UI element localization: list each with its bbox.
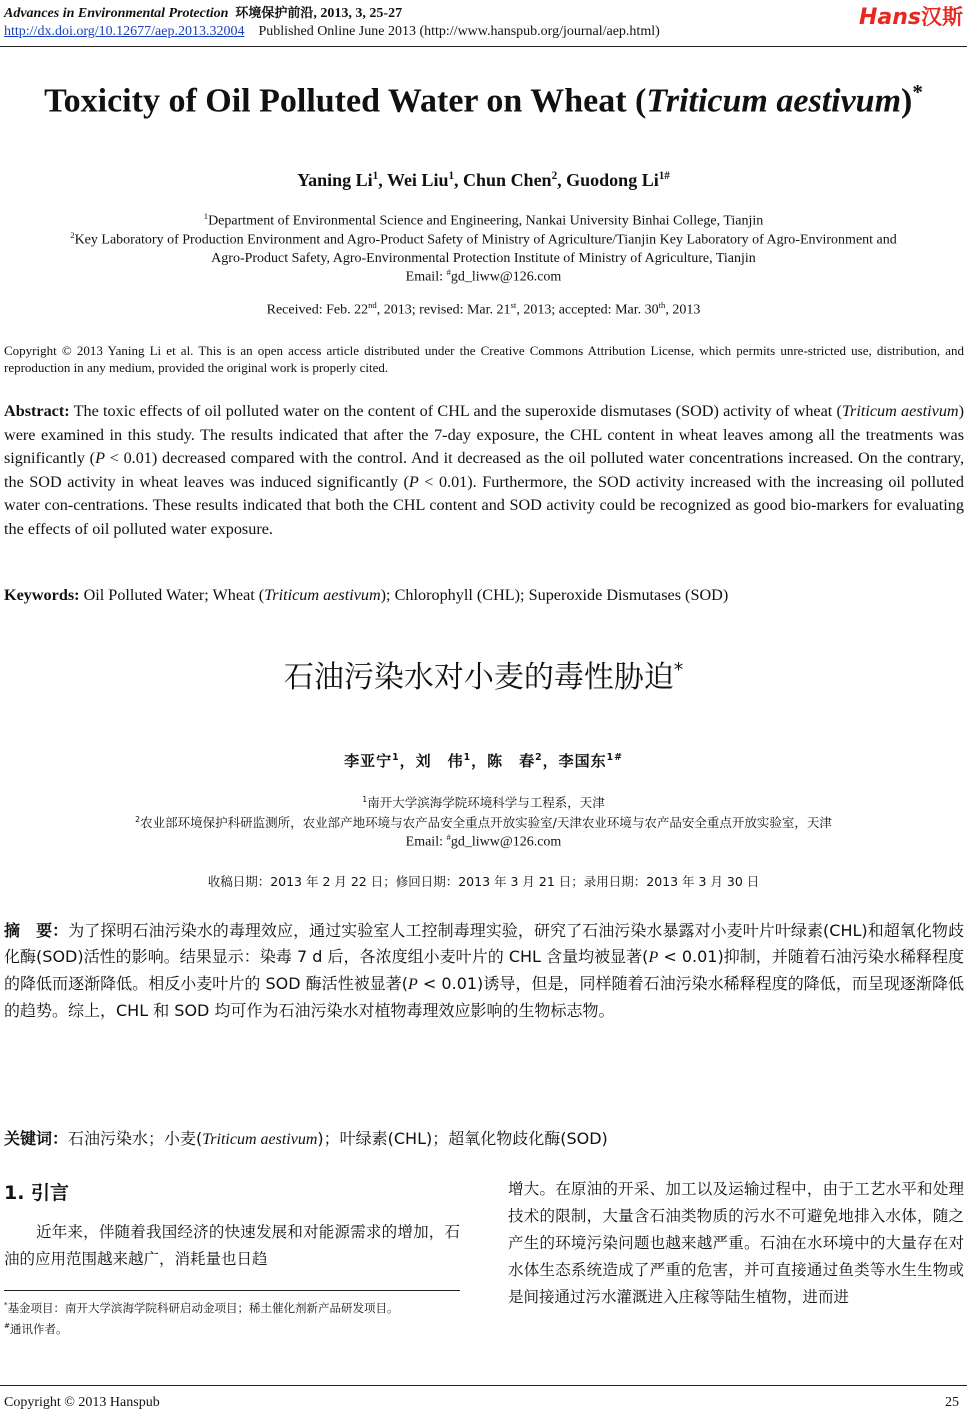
received-part: Received: Feb. 22 xyxy=(266,302,369,318)
published-online: Published Online June 2013 (http://www.hanspub.org/journal/aep.html) xyxy=(258,24,660,39)
keywords-en xyxy=(4,586,964,605)
author-name-cn: 李国东 xyxy=(558,752,607,770)
abstract-text: < 0.01)抑制，并随着石油污染水稀释程度的降低而逐渐降低。相反小麦叶片的 SOD 酶活性被显著( xyxy=(4,947,964,993)
author-name: Wei Liu xyxy=(386,170,449,190)
author-sep: , xyxy=(378,170,387,190)
abstract-cn xyxy=(4,918,964,1024)
logo-text-en: Hans xyxy=(858,5,921,30)
email-label: Email: xyxy=(405,269,447,285)
aff-text: 南开大学滨海学院环境科学与工程系，天津 xyxy=(367,795,605,811)
author-sup: 1# xyxy=(606,752,623,763)
email-sup: # xyxy=(446,832,451,842)
author-sup: 1 xyxy=(372,170,379,182)
received-dates-en xyxy=(0,300,967,319)
received-part: , 2013 xyxy=(665,302,701,318)
abstract-italic: P xyxy=(408,472,419,491)
footnote-rule xyxy=(4,1290,460,1291)
abstract-text: 为了探明石油污染水的毒理效应，通过实验室人工控制毒理实验，研究了石油污染水暴露对小麦叶片叶绿素(CHL)和超氧化物歧化酶(SOD)活性的影响。结果显示：染毒 7 d 后，各浓度组小麦叶片的 CHL 含量均被显著( xyxy=(4,921,964,966)
aff-text: Department of Environmental Science and Engineering, Nankai University Binhai College, Tianjin xyxy=(208,213,764,229)
paper-title-cn xyxy=(0,652,967,696)
received-part: , 2013; revised: Mar. 21 xyxy=(376,302,511,318)
footer-rule xyxy=(0,1385,967,1386)
header-rule xyxy=(0,46,967,47)
received-dates-cn: 收稿日期：2013 年 2 月 22 日；修回日期：2013 年 3 月 21 日；录用日期：2013 年 3 月 30 日 xyxy=(207,874,760,889)
title-cn-main: 石油污染水对小麦的毒性胁迫 xyxy=(283,660,674,695)
author-sup: 1 xyxy=(448,170,455,182)
title-en-close: ) xyxy=(901,82,913,120)
author-sup: 1 xyxy=(392,752,400,763)
footnote-mark: * xyxy=(4,1300,8,1309)
email-address[interactable]: gd_liww@126.com xyxy=(450,834,562,850)
affiliation-2-en xyxy=(0,226,967,268)
author-sup: 2 xyxy=(551,170,558,182)
email-address[interactable]: gd_liww@126.com xyxy=(450,269,562,285)
keywords-text: ); Chlorophyll (CHL); Superoxide Dismutases (SOD) xyxy=(380,586,729,604)
author-name: Chun Chen xyxy=(463,170,552,190)
author-name: Yaning Li xyxy=(297,170,373,190)
received-sup: nd xyxy=(368,300,377,310)
section-heading-intro: 1. 引言 xyxy=(4,1182,70,1204)
title-en-footnote-mark: * xyxy=(912,80,923,104)
keywords-text: )；叶绿素(CHL)；超氧化物歧化酶(SOD) xyxy=(317,1129,608,1148)
aff-text: 农业部环境保护科研监测所，农业部产地环境与农产品安全重点开放实验室/天津农业环境与农产品安全重点开放实验室，天津 xyxy=(140,815,832,831)
logo-text-cn: 汉斯 xyxy=(921,5,963,29)
received-part: , 2013; accepted: Mar. 30 xyxy=(516,302,659,318)
aff-text-cont: Agro-Product Safety, Agro-Environmental Protection Institute of Ministry of Agriculture, Tianjin xyxy=(211,250,756,266)
doi-line xyxy=(4,24,660,40)
author-sup: 1 xyxy=(463,752,472,763)
keywords-label: Keywords: xyxy=(4,586,80,604)
author-sup: 1# xyxy=(658,170,670,182)
footnote-text: 基金项目：南开大学滨海学院科研启动金项目；稀土催化剂新产品研发项目。 xyxy=(7,1300,399,1315)
intro-left-column: 近年来，伴随着我国经济的快速发展和对能源需求的增加，石油的应用范围越来越广，消耗量也日趋 xyxy=(4,1223,460,1268)
abstract-text: ) were examined in this study. The results indicated that after the 7-day exposure, the CHL content in wheat leaves among all the treatments was significantly ( xyxy=(4,402,964,467)
author-sep: ， xyxy=(542,752,559,770)
aff-sup: 1 xyxy=(362,795,368,804)
paper-title-en xyxy=(0,80,967,120)
received-sup: th xyxy=(658,300,666,310)
aff-sup: 2 xyxy=(135,815,141,824)
aff-sup: 2 xyxy=(70,230,75,240)
footer-copyright: Copyright © 2013 Hanspub xyxy=(4,1395,160,1410)
abstract-text: < 0.01). Furthermore, the SOD activity increased with the increasing oil polluted water con-centrations. These results indicated that both the CHL content and SOD activity could be recognized as good bio-markers for evaluating the effects of oil polluted water exposure. xyxy=(4,472,964,538)
keywords-text: 石油污染水；小麦( xyxy=(68,1129,203,1148)
abstract-text: < 0.01) decreased compared with the control. And it decreased as the oil polluted water concentrations increased. On the contrary, the SOD activity in wheat leaves was induced significantly ( xyxy=(4,449,964,491)
title-en-species: Triticum aestivum xyxy=(646,82,902,120)
doi-link[interactable]: http://dx.doi.org/10.12677/aep.2013.32004 xyxy=(4,24,245,39)
abstract-italic: P xyxy=(95,449,105,467)
received-sup: st xyxy=(510,300,517,310)
author-name: Guodong Li xyxy=(566,170,659,190)
hans-logo xyxy=(859,1,963,31)
authors-en xyxy=(0,170,967,191)
page-number: 25 xyxy=(945,1395,959,1410)
journal-name-en: Advances in Environmental Protection xyxy=(4,6,229,21)
author-sep: , xyxy=(557,170,567,190)
email-label: Email: xyxy=(405,834,447,850)
author-sup: 2 xyxy=(535,752,543,763)
author-name-cn: 陈 春 xyxy=(487,752,536,770)
footnote-funding xyxy=(4,1296,460,1317)
abstract-en xyxy=(4,400,964,541)
abstract-italic: Triticum aestivum xyxy=(841,402,959,420)
affiliation-2-cn xyxy=(0,811,967,832)
copyright-notice: Copyright © 2013 Yaning Li et al. This is an open access article distributed under the Creative Commons Attribution License, which permits unre-stricted use, distribution, and reproduction in any medium, provided the original work is properly cited. xyxy=(4,343,964,375)
title-cn-footnote-mark: * xyxy=(673,660,684,681)
keywords-label-cn: 关键词： xyxy=(4,1129,69,1148)
email-cn xyxy=(0,832,967,851)
email-en xyxy=(0,263,967,287)
author-sep: ， xyxy=(471,752,488,770)
title-en-main: Toxicity of Oil Polluted Water on Wheat ( xyxy=(44,82,647,120)
abstract-text: < 0.01)诱导，但是，同样随着石油污染水稀释程度的降低，而呈现逐渐降低的趋势。综上，CHL 和 SOD 均可作为石油污染水对植物毒理效应影响的生物标志物。 xyxy=(4,974,964,1020)
abstract-text: The toxic effects of oil polluted water on the content of CHL and the superoxide dismutases (SOD) activity of wheat ( xyxy=(69,402,842,420)
keywords-italic: Triticum aestivum xyxy=(202,1131,318,1148)
email-sup: # xyxy=(446,267,451,277)
footnotes xyxy=(4,1296,460,1338)
abstract-label: Abstract: xyxy=(4,402,70,420)
authors-cn xyxy=(0,750,967,771)
footnote-mark: # xyxy=(4,1320,10,1330)
intro-right-column: 增大。在原油的开采、加工以及运输过程中，由于工艺水平和处理技术的限制，大量含石油类物质的污水不可避免地排入水体，随之产生的环境污染问题也越来越严重。石油在水环境中的大量存在对水体生态系统造成了严重的危害，并可直接通过鱼类等水生生物或是间接通过污水灌溉进入庄稼等陆生植物，进而进 xyxy=(508,1180,964,1306)
keywords-cn xyxy=(4,1126,964,1149)
aff-text: Key Laboratory of Production Environment and Agro-Product Safety of Ministry of Agriculture/Tianjin Key Laboratory of Agro-Environment and xyxy=(74,232,897,248)
author-name-cn: 刘 伟 xyxy=(415,752,464,770)
journal-volume: , 2013, 3, 25-27 xyxy=(313,6,403,21)
abstract-italic: P xyxy=(648,949,659,966)
journal-header xyxy=(4,2,402,22)
keywords-text: Oil Polluted Water; Wheat ( xyxy=(79,586,265,604)
abstract-italic: P xyxy=(408,976,418,993)
author-sep: ， xyxy=(399,752,416,770)
journal-name-cn: 环境保护前沿 xyxy=(235,6,314,21)
abstract-label-cn: 摘 要： xyxy=(4,921,69,940)
affiliation-1-cn xyxy=(0,791,967,812)
keywords-italic: Triticum aestivum xyxy=(264,586,381,604)
author-name-cn: 李亚宁 xyxy=(344,752,393,770)
footnote-corresponding xyxy=(4,1317,460,1338)
author-sep: , xyxy=(454,170,464,190)
aff-sup: 1 xyxy=(203,211,209,221)
footnote-text: 通讯作者。 xyxy=(9,1321,68,1336)
